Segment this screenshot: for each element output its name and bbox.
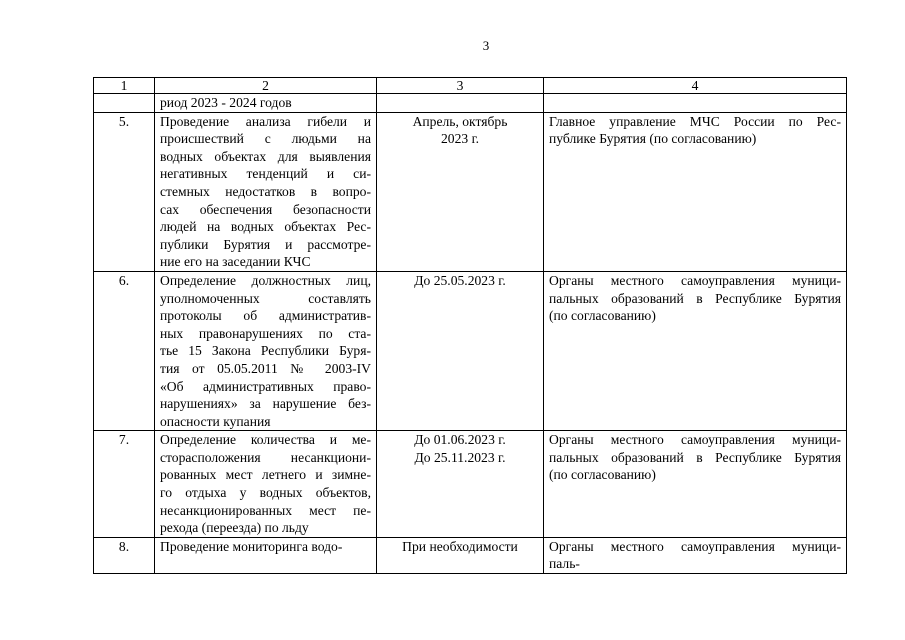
responsible-line: (по согласованию) bbox=[549, 308, 656, 324]
continuation-row bbox=[94, 94, 847, 113]
continuation-resp-cell bbox=[544, 94, 847, 113]
responsible-line: Органы местного самоуправления муници- bbox=[549, 538, 841, 554]
term-line: До 01.06.2023 г. bbox=[414, 432, 506, 448]
term-line: До 25.05.2023 г. bbox=[414, 272, 506, 288]
event-line: го отдыха у водных объектов, bbox=[160, 485, 371, 501]
term-line: При необходимости bbox=[402, 538, 518, 554]
event-line: сах обеспечения безопасности bbox=[160, 201, 371, 217]
event-line: людей на водных объектах Рес- bbox=[160, 219, 371, 235]
event-line: уполномоченных составлять bbox=[160, 290, 371, 306]
event-line: негативных тенденций и си- bbox=[160, 166, 371, 182]
event-line: протоколы об административ- bbox=[160, 308, 371, 324]
column-number-3: 3 bbox=[377, 78, 544, 94]
responsible-line: пальных образований в Республике Бурятия bbox=[549, 449, 841, 465]
event-line: рехода (переезда) по льду bbox=[160, 520, 309, 536]
term-line: До 25.11.2023 г. bbox=[414, 449, 506, 465]
item-number-cell: 5. bbox=[94, 112, 155, 271]
item-number-cell: 6. bbox=[94, 271, 155, 430]
term-cell bbox=[377, 112, 544, 271]
event-line: происшествий с людьми на bbox=[160, 131, 371, 147]
event-cell bbox=[155, 537, 377, 573]
responsible-line: публике Бурятия (по согласованию) bbox=[549, 131, 757, 147]
event-line: тия от 05.05.2011 № 2003-IV bbox=[160, 360, 371, 376]
event-line: ние его на заседании КЧС bbox=[160, 254, 311, 270]
event-cell bbox=[155, 112, 377, 271]
term-line: Апрель, октябрь bbox=[412, 113, 508, 129]
event-line: риод 2023 - 2024 годов bbox=[160, 95, 292, 110]
item-number-cell: 7. bbox=[94, 431, 155, 538]
responsible-line: (по согласованию) bbox=[549, 467, 656, 483]
responsible-cell bbox=[544, 431, 847, 538]
term-cell bbox=[377, 271, 544, 430]
event-line: Проведение анализа гибели и bbox=[160, 113, 371, 129]
term-cell bbox=[377, 431, 544, 538]
table-row bbox=[94, 431, 847, 538]
responsible-cell bbox=[544, 112, 847, 271]
term-cell bbox=[377, 537, 544, 573]
responsible-line: Органы местного самоуправления муници- bbox=[549, 272, 841, 288]
table-row bbox=[94, 537, 847, 573]
responsible-line: пальных образований в Республике Бурятия bbox=[549, 290, 841, 306]
event-line: водных объектах для выявления bbox=[160, 148, 371, 164]
page-number: 3 bbox=[482, 38, 490, 53]
term-line: 2023 г. bbox=[440, 131, 480, 147]
event-line: стемных недостатков в вопро- bbox=[160, 183, 371, 199]
event-line: рованных мест летнего и зимне- bbox=[160, 467, 371, 483]
table-row bbox=[94, 271, 847, 430]
responsible-cell bbox=[544, 537, 847, 573]
event-line: тье 15 Закона Республики Буря- bbox=[160, 343, 371, 359]
continuation-event-cell bbox=[155, 94, 377, 113]
responsible-line: паль- bbox=[549, 556, 580, 572]
event-line: Определение должностных лиц, bbox=[160, 272, 371, 288]
column-number-2: 2 bbox=[155, 78, 377, 94]
event-line: «Об административных право- bbox=[160, 378, 371, 394]
event-cell bbox=[155, 271, 377, 430]
event-line: публики Бурятия и рассмотре- bbox=[160, 236, 371, 252]
column-number-1: 1 bbox=[94, 78, 155, 94]
event-cell bbox=[155, 431, 377, 538]
plan-table-body bbox=[94, 78, 847, 574]
event-line: опасности купания bbox=[160, 413, 271, 429]
responsible-line: Главное управление МЧС России по Рес- bbox=[549, 113, 841, 129]
event-line: сторасположения несанкциони- bbox=[160, 449, 371, 465]
item-number-cell: 8. bbox=[94, 537, 155, 573]
plan-table bbox=[93, 77, 847, 574]
column-number-row bbox=[94, 78, 847, 94]
responsible-cell bbox=[544, 271, 847, 430]
continuation-num-cell bbox=[94, 94, 155, 113]
responsible-line: Органы местного самоуправления муници- bbox=[549, 432, 841, 448]
continuation-term-cell bbox=[377, 94, 544, 113]
event-line: Определение количества и ме- bbox=[160, 432, 371, 448]
table-row bbox=[94, 112, 847, 271]
event-line: нарушениях» за нарушение без- bbox=[160, 396, 371, 412]
column-number-4: 4 bbox=[544, 78, 847, 94]
event-line: ных правонарушениях по ста- bbox=[160, 325, 371, 341]
event-line: Проведение мониторинга водо- bbox=[160, 538, 343, 554]
event-line: несанкционированных мест пе- bbox=[160, 502, 371, 518]
